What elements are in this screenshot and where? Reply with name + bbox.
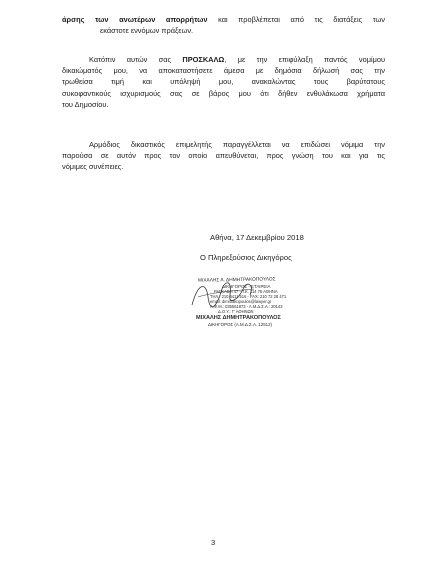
stamp-credential: ΔΙΚΗΓΟΡΟΣ (Α.Μ.Δ.Σ.Α. 12512): [208, 322, 272, 327]
paragraph-line: εκάστοτε εννόμων πράξεων.: [100, 26, 194, 36]
stamp-name: ΜΙΧΑΛΗΣ ΔΗΜΗΤΡΑΚΟΠΟΥΛΟΣ: [196, 315, 281, 321]
paragraph-line: [62, 14, 385, 25]
date-line: Αθήνα, 17 Δεκεμβρίου 2018: [210, 233, 304, 242]
paragraph-line: συκοφαντικούς ισχυρισμούς σας σε βάρος μου ότι δήθεν ενθυλάκωσα χρήματα: [62, 88, 385, 98]
stamp-line: Δ.Ο.Υ.: Γ' ΑΘΗΝΩΝ: [218, 309, 254, 314]
paragraph-summons: [62, 54, 385, 110]
page-number: 3: [211, 538, 216, 547]
stamp-line: email: dimitrakopoulos@lawyer.gr: [210, 299, 272, 304]
paragraph-line: παρούσα σε αυτόν προς τον οποίο απευθύνεται, προς γνώση του και για τις: [62, 151, 385, 161]
bold-phrase: άρσης των ανωτέρων απορρήτων: [62, 15, 208, 24]
paragraph-line: νόμιμες συνέπειες.: [62, 162, 124, 172]
bold-phrase: ΠΡΟΣΚΑΛΩ: [182, 55, 225, 64]
text-run: Κατόπιν αυτών σας: [89, 55, 183, 64]
lawyer-stamp: [194, 279, 316, 352]
paragraph-line: Αρμόδιος δικαστικός επιμελητής παραγγέλλεται να επιδώσει νόμιμα την: [89, 140, 385, 149]
paragraph-secrecy: [62, 14, 385, 36]
paragraph-line: [62, 54, 385, 65]
stamp-line: ΡΑΓΚΑΒΗ 47 - Τ.Κ. 114 75 ΑΘΗΝΑ: [214, 289, 278, 294]
signatory-role: Ο Πληρεξούσιος Δικηγόρος: [200, 253, 292, 262]
stamp-line: ΔΙΚΗΓΟΡΟΣ - ΕΤΑΙΡΕΙΑ: [222, 284, 271, 289]
text-run: και προβλέπεται από τις διατάξεις των: [207, 15, 385, 24]
paragraph-line: τρωθείσα τιμή και υπόληψή μου, ανακαλώντας τους βαρύτατους: [62, 77, 385, 87]
paragraph-bailiff: [62, 139, 385, 173]
text-run: , με την επιφύλαξη παντός νομίμου: [224, 55, 386, 64]
stamp-line: ΜΙΧΑΛΗΣ Α. ΔΗΜΗΤΡΑΚΟΠΟΥΛΟΣ: [197, 277, 276, 284]
stamp-line: Α.Φ.Μ.: 035561873 - Α.Μ.Δ.Σ.Α.: 20143: [210, 304, 283, 309]
stamp-line: ΤΗΛ.: 210 6411 516 - FAX: 210 72 28 471: [210, 294, 287, 299]
paragraph-line: του Δημοσίου.: [62, 99, 109, 109]
paragraph-line: δικαιώματός μου, να αποκαταστήσετε άμεσα με δημόσια δήλωσή σας την: [62, 66, 385, 76]
